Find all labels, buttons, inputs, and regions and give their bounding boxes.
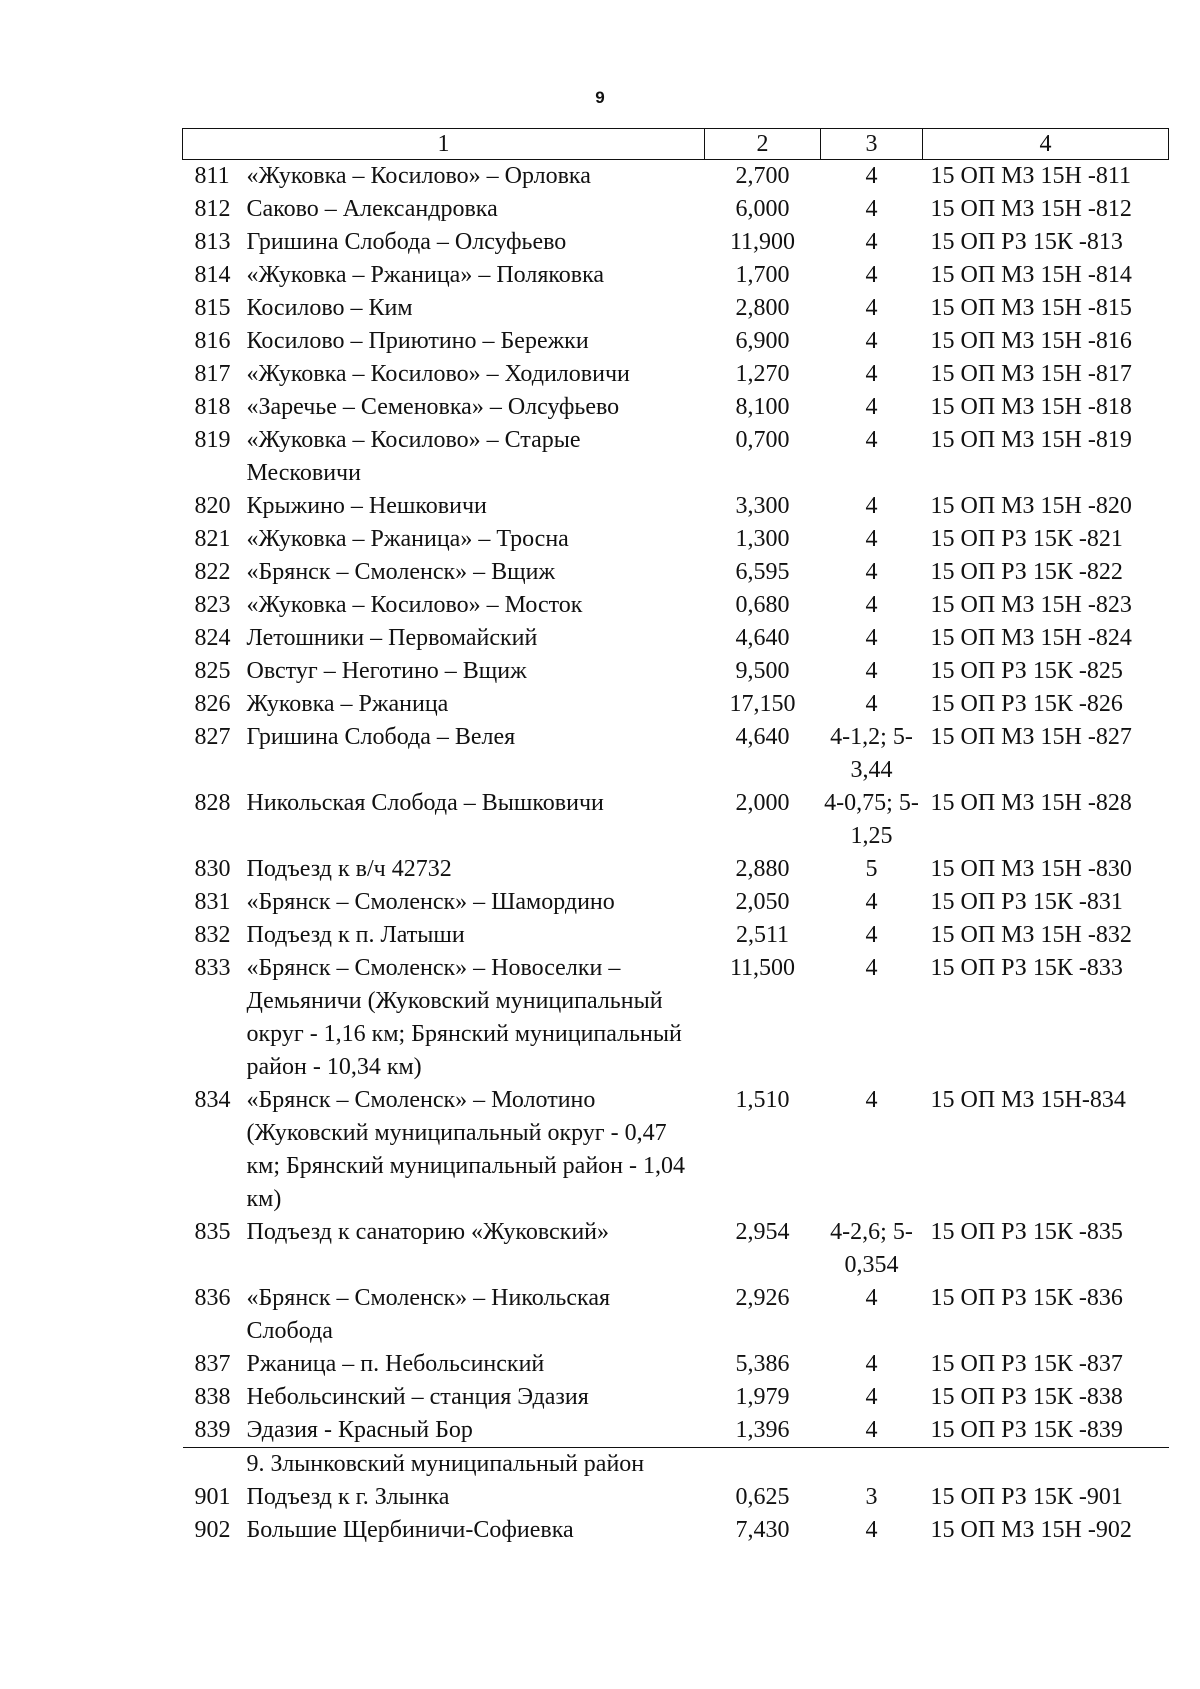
road-id: 15 ОП РЗ 15К -813: [930, 229, 1123, 255]
table-row: [183, 523, 1169, 556]
road-category: 3: [865, 1484, 878, 1510]
table-row: [183, 655, 1169, 688]
road-category: 5: [865, 856, 878, 882]
table-row: [183, 259, 1169, 292]
road-number: 822: [194, 559, 231, 585]
road-name: «Брянск – Смоленск» – Шамордино: [246, 889, 615, 915]
road-id: 15 ОП МЗ 15Н -816: [930, 328, 1132, 354]
road-number: 821: [194, 526, 231, 552]
column-header: 4: [923, 129, 1169, 160]
road-number: 830: [194, 856, 231, 882]
road-id: 15 ОП МЗ 15Н -828: [930, 790, 1132, 816]
road-category: 4-0,75; 5-1,25: [824, 790, 919, 849]
road-number: 816: [194, 328, 231, 354]
road-number: 831: [194, 889, 231, 915]
road-category: 4: [821, 1414, 923, 1448]
road-number: 834: [194, 1087, 231, 1113]
road-number: 820: [194, 493, 231, 519]
road-category: 4: [865, 394, 878, 420]
road-category: 4: [865, 526, 878, 552]
road-name: Подъезд к п. Латыши: [246, 922, 465, 948]
road-category: 4: [865, 229, 878, 255]
road-name: Гришина Слобода – Олсуфьево: [246, 229, 567, 255]
road-name: «Жуковка – Косилово» – Мосток: [246, 592, 583, 618]
road-name: «Брянск – Смоленск» – Вщиж: [246, 559, 556, 585]
road-category: 4: [865, 493, 878, 519]
road-number: 813: [194, 229, 231, 255]
road-length: 17,150: [729, 691, 796, 717]
column-header: 3: [821, 129, 923, 160]
road-name: «Брянск – Смоленск» – Молотино (Жуковский муниципальный округ - 0,47 км; Брянский муниципальный район - 1,04 км): [246, 1087, 686, 1212]
table-row: [183, 952, 1169, 1084]
road-name: Летошники – Первомайский: [246, 625, 538, 651]
road-category: 4: [865, 955, 878, 981]
road-name: Гришина Слобода – Велея: [246, 724, 516, 750]
road-category: 4: [865, 1351, 878, 1377]
road-length: 1,510: [735, 1087, 790, 1113]
table-row: [183, 358, 1169, 391]
table-row: [183, 1414, 1169, 1448]
road-number: 811: [194, 163, 230, 189]
road-length: 2,050: [735, 889, 790, 915]
road-length: 0,700: [735, 427, 790, 453]
road-name: Косилово – Ким: [246, 295, 413, 321]
road-number: 817: [194, 361, 231, 387]
road-number: 815: [194, 295, 231, 321]
road-id: 15 ОП МЗ 15Н-834: [930, 1087, 1126, 1113]
road-name: Эдазия - Красный Бор: [237, 1414, 705, 1448]
road-category: 4: [865, 559, 878, 585]
road-id: 15 ОП МЗ 15Н -811: [930, 163, 1131, 189]
road-number: 825: [194, 658, 231, 684]
road-name: «Жуковка – Косилово» – Ходиловичи: [246, 361, 630, 387]
table-row: [183, 325, 1169, 358]
road-number: 902: [194, 1517, 231, 1543]
road-number: 837: [194, 1351, 231, 1377]
road-length: 4,640: [735, 625, 790, 651]
table-header-row: [183, 129, 1169, 160]
road-length: 5,386: [735, 1351, 790, 1377]
road-name: Крыжино – Нешковичи: [246, 493, 487, 519]
table-row: [183, 688, 1169, 721]
road-name: Подъезд к в/ч 42732: [246, 856, 452, 882]
road-number: 818: [194, 394, 231, 420]
road-number: 823: [194, 592, 231, 618]
road-category: 4-2,6; 5-0,354: [830, 1219, 913, 1278]
table-row: [183, 721, 1169, 787]
road-name: Большие Щербиничи-Софиевка: [246, 1517, 574, 1543]
road-category: 4: [865, 1517, 878, 1543]
roads-table: [182, 128, 1169, 1547]
road-category: 4: [865, 262, 878, 288]
road-category: 4: [865, 625, 878, 651]
road-id: 15 ОП МЗ 15Н -818: [930, 394, 1132, 420]
road-name: Никольская Слобода – Вышковичи: [246, 790, 604, 816]
road-length: 6,595: [735, 559, 790, 585]
road-id: 15 ОП РЗ 15К -826: [930, 691, 1123, 717]
road-name: Подъезд к г. Злынка: [246, 1484, 450, 1510]
table-row: [183, 919, 1169, 952]
road-category: 4: [865, 328, 878, 354]
table-row: [183, 1084, 1169, 1216]
road-length: 4,640: [735, 724, 790, 750]
road-length: 11,900: [729, 229, 796, 255]
road-length: 1,270: [735, 361, 790, 387]
road-length: 0,680: [735, 592, 790, 618]
road-length: 2,000: [735, 790, 790, 816]
road-id: 15 ОП РЗ 15К -901: [930, 1484, 1123, 1510]
road-id: 15 ОП МЗ 15Н -815: [930, 295, 1132, 321]
road-number: 819: [194, 427, 231, 453]
road-length: 2,880: [735, 856, 790, 882]
road-id: 15 ОП РЗ 15К -822: [930, 559, 1123, 585]
section-title: 9. Злынковский муниципальный район: [246, 1451, 645, 1477]
road-category: 4: [865, 691, 878, 717]
road-length: 11,500: [729, 955, 796, 981]
table-row: [183, 1381, 1169, 1414]
table-row: [183, 193, 1169, 226]
road-length: 2,511: [735, 922, 790, 948]
road-name: «Жуковка – Косилово» – Старые Месковичи: [246, 427, 581, 486]
road-length: 3,300: [735, 493, 790, 519]
road-length: 9,500: [735, 658, 790, 684]
road-number: 812: [194, 196, 231, 222]
road-category: 4: [865, 658, 878, 684]
road-category: 4: [865, 1384, 878, 1410]
road-number: 833: [194, 955, 231, 981]
road-id: 15 ОП МЗ 15Н -832: [930, 922, 1132, 948]
table-row: [183, 1514, 1169, 1547]
road-name: Саково – Александровка: [246, 196, 498, 222]
road-number: 828: [194, 790, 231, 816]
road-name: «Заречье – Семеновка» – Олсуфьево: [246, 394, 620, 420]
table-row: [183, 160, 1169, 194]
road-length: 1,700: [735, 262, 790, 288]
road-number: 826: [194, 691, 231, 717]
table-row: [183, 787, 1169, 853]
table-row: [183, 424, 1169, 490]
table-row: [183, 1348, 1169, 1381]
road-number: 838: [194, 1384, 231, 1410]
road-id: 15 ОП МЗ 15Н -812: [930, 196, 1132, 222]
road-number: 901: [194, 1484, 231, 1510]
road-category: 4: [865, 592, 878, 618]
road-number: 839: [183, 1414, 237, 1448]
road-number: 827: [194, 724, 231, 750]
road-number: 836: [194, 1285, 231, 1311]
road-category: 4: [865, 295, 878, 321]
road-number: 832: [194, 922, 231, 948]
road-name: Косилово – Приютино – Бережки: [246, 328, 589, 354]
roads-table-body: [183, 160, 1169, 1448]
road-id: 15 ОП РЗ 15К -837: [930, 1351, 1123, 1377]
road-category: 4: [865, 889, 878, 915]
road-name: «Жуковка – Косилово» – Орловка: [246, 163, 591, 189]
road-id: 15 ОП РЗ 15К -838: [930, 1384, 1123, 1410]
page-number: 9: [595, 88, 605, 107]
section-table-body: [183, 1448, 1169, 1548]
road-category: 4: [865, 1087, 878, 1113]
road-length: 6,000: [735, 196, 790, 222]
road-name: «Жуковка – Ржаница» – Поляковка: [246, 262, 605, 288]
road-id: 15 ОП МЗ 15Н -902: [930, 1517, 1132, 1543]
road-id: 15 ОП РЗ 15К -831: [930, 889, 1123, 915]
table-row: [183, 589, 1169, 622]
road-number: 835: [194, 1219, 231, 1245]
road-category: 4: [865, 1285, 878, 1311]
column-header: 1: [183, 129, 705, 160]
road-name: Жуковка – Ржаница: [246, 691, 449, 717]
road-length: 8,100: [735, 394, 790, 420]
road-category: 4: [865, 196, 878, 222]
road-id: 15 ОП РЗ 15К -821: [930, 526, 1123, 552]
road-id: 15 ОП РЗ 15К -825: [930, 658, 1123, 684]
road-length: 1,979: [735, 1384, 790, 1410]
table-row: [183, 1481, 1169, 1514]
road-length: 0,625: [735, 1484, 790, 1510]
road-category: 4: [865, 361, 878, 387]
road-name: Ржаница – п. Небольсинский: [246, 1351, 545, 1377]
road-name: Небольсинский – станция Эдазия: [246, 1384, 589, 1410]
road-id: 15 ОП РЗ 15К -833: [930, 955, 1123, 981]
road-id: 15 ОП РЗ 15К -836: [930, 1285, 1123, 1311]
road-number: 824: [194, 625, 231, 651]
road-id: 15 ОП МЗ 15Н -814: [930, 262, 1132, 288]
road-name: «Жуковка – Ржаница» – Тросна: [246, 526, 569, 552]
road-id: 15 ОП МЗ 15Н -819: [930, 427, 1132, 453]
road-id: 15 ОП МЗ 15Н -827: [930, 724, 1132, 750]
road-id: 15 ОП МЗ 15Н -830: [930, 856, 1132, 882]
table-row: [183, 556, 1169, 589]
road-length: 2,700: [735, 163, 790, 189]
table-row: [183, 490, 1169, 523]
road-name: «Брянск – Смоленск» – Никольская Слобода: [246, 1285, 611, 1344]
road-category: 4-1,2; 5-3,44: [830, 724, 913, 783]
road-length: 1,300: [735, 526, 790, 552]
table-row: [183, 886, 1169, 919]
road-id: 15 ОП МЗ 15Н -823: [930, 592, 1132, 618]
road-id: 15 ОП МЗ 15Н -817: [930, 361, 1132, 387]
table-row: [183, 1216, 1169, 1282]
road-length: 2,954: [735, 1219, 790, 1245]
road-id: 15 ОП РЗ 15К -839: [923, 1414, 1169, 1448]
section-header-row: [183, 1448, 1169, 1482]
road-id: 15 ОП МЗ 15Н -824: [930, 625, 1132, 651]
road-name: Подъезд к санаторию «Жуковский»: [246, 1219, 610, 1245]
road-category: 4: [865, 922, 878, 948]
road-category: 4: [865, 163, 878, 189]
table-row: [183, 292, 1169, 325]
road-length: 2,800: [735, 295, 790, 321]
road-length: 2,926: [735, 1285, 790, 1311]
road-id: 15 ОП РЗ 15К -835: [930, 1219, 1123, 1245]
road-name: «Брянск – Смоленск» – Новоселки – Демьяничи (Жуковский муниципальный округ - 1,16 км; Брянский муниципальный район - 10,34 км): [246, 955, 682, 1080]
road-category: 4: [865, 427, 878, 453]
table-row: [183, 853, 1169, 886]
road-number: 814: [194, 262, 231, 288]
table-row: [183, 226, 1169, 259]
table-row: [183, 622, 1169, 655]
road-id: 15 ОП МЗ 15Н -820: [930, 493, 1132, 519]
road-length: 6,900: [735, 328, 790, 354]
column-header: 2: [705, 129, 821, 160]
road-length: 1,396: [705, 1414, 821, 1448]
road-length: 7,430: [735, 1517, 790, 1543]
road-name: Овстуг – Неготино – Вщиж: [246, 658, 527, 684]
table-row: [183, 391, 1169, 424]
table-row: [183, 1282, 1169, 1348]
